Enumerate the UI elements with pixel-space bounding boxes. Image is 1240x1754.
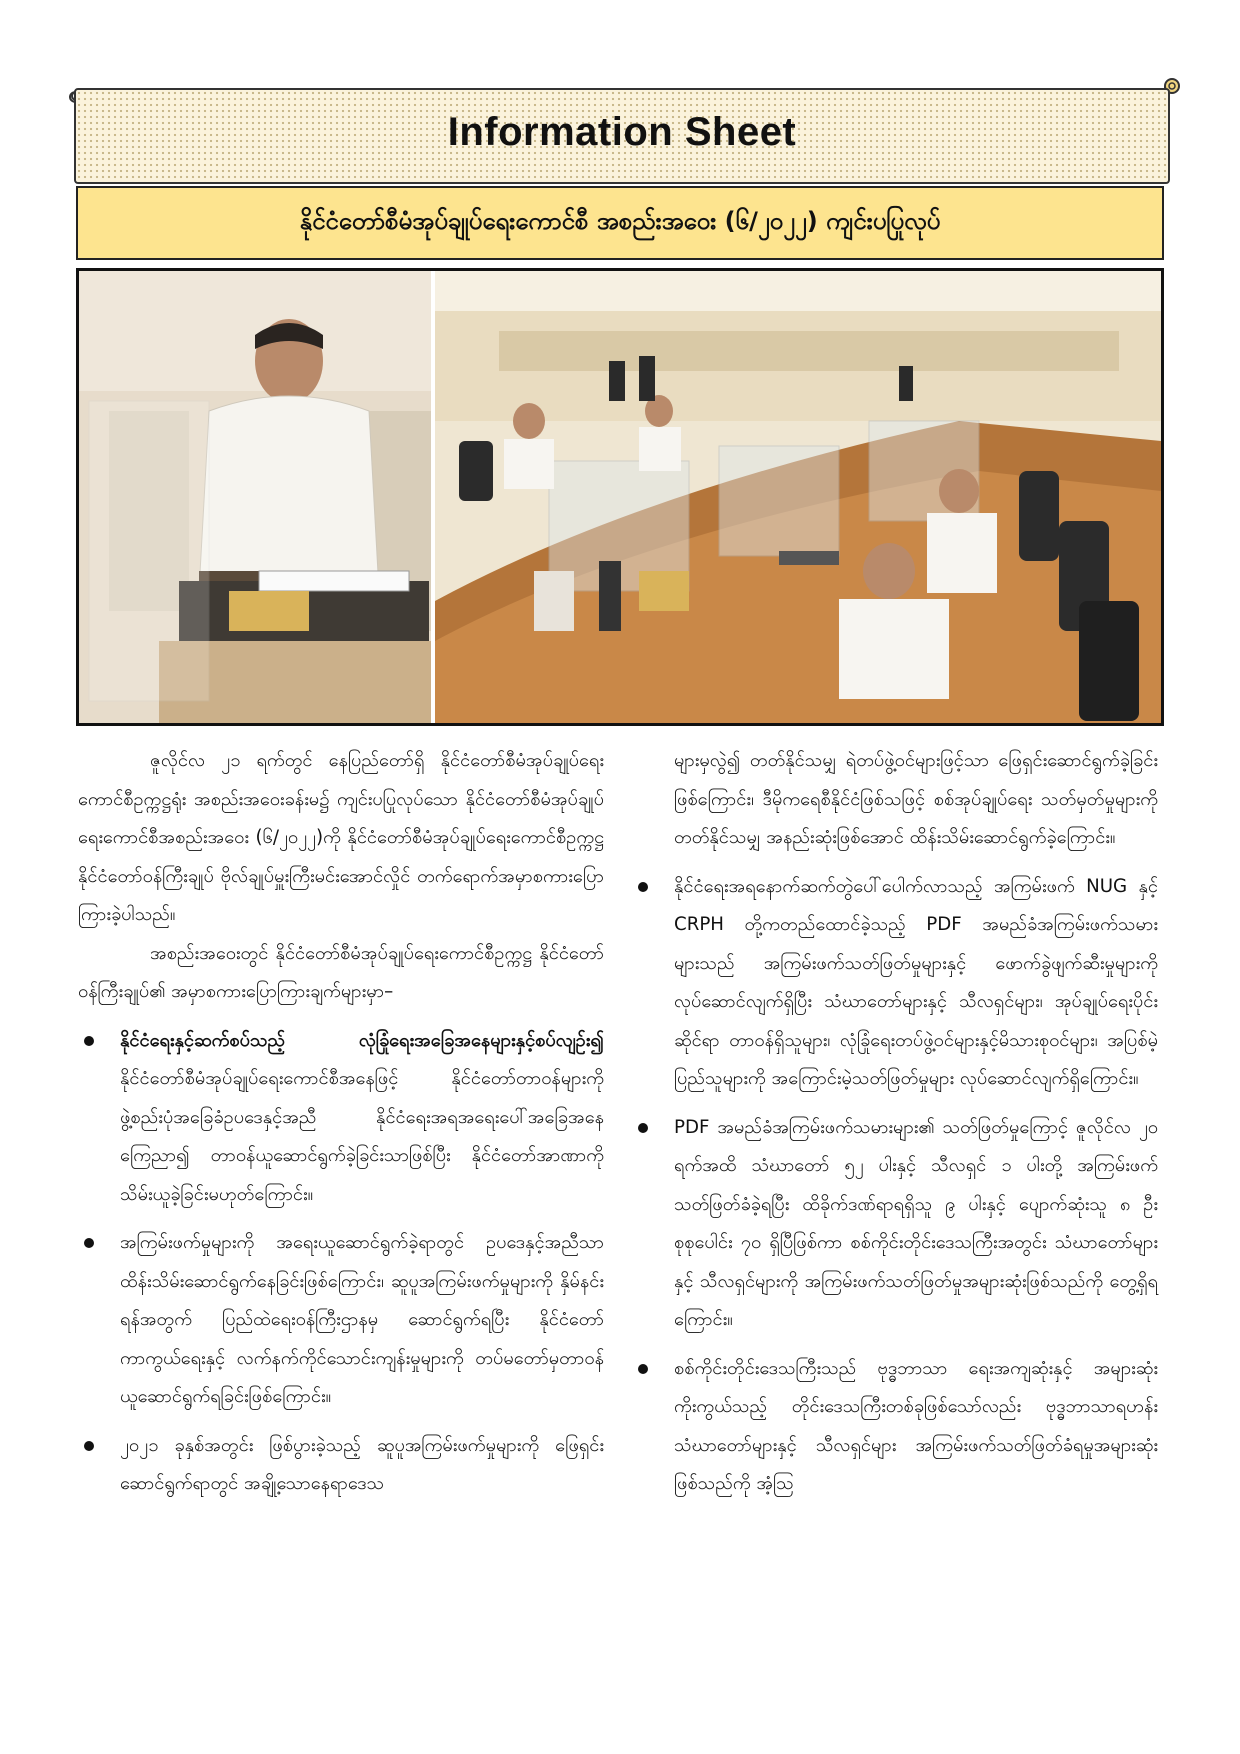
bullet-icon (638, 1364, 648, 1374)
bullet-icon (84, 1036, 94, 1046)
bullet-text: နိုင်ငံရေးအရနောက်ဆက်တွဲပေါ်ပေါက်လာသည့် အကြမ်းဖက် NUG နှင့် CRPH တို့ကတည်ထောင်ခဲ့သည့် PDF အမည်ခံအကြမ်းဖက်သမားများသည် အကြမ်းဖက်သတ်ဖြတ်မှုများနှင့် ဖောက်ခွဲဖျက်ဆီးမှုများကို လုပ်ဆောင်လျက်ရှိပြီး သံဃာတော်များနှင့် သီလရှင်များ၊ အုပ်ချုပ်ရေးပိုင်းဆိုင်ရာ တာဝန်ရှိသူများ၊ လုံခြုံရေးတပ်ဖွဲ့ဝင်များနှင့်မိသားစုဝင်များ၊ အပြစ်မဲ့ပြည်သူများကို အကြောင်းမဲ့သတ်ဖြတ်မှုများ လုပ်ဆောင်လျက်ရှိကြောင်း။ (674, 875, 1158, 1089)
page-subtitle: နိုင်ငံတော်စီမံအုပ်ချုပ်ရေးကောင်စီ အစည်းအဝေး (၆/၂၀၂၂) ကျင်းပပြုလုပ် (76, 186, 1164, 260)
bullet-icon (84, 1238, 94, 1248)
page-title: Information Sheet (447, 110, 797, 154)
bullet-icon (638, 1123, 648, 1133)
article-column-left (78, 742, 604, 1504)
intro-paragraph-1: ဇူလိုင်လ ၂၁ ရက်တွင် နေပြည်တော်ရှိ နိုင်ငံတော်စီမံအုပ်ချုပ်ရေးကောင်စီဥက္ကဋ္ဌရုံး အစည်းအဝေးခန်းမ၌ ကျင်းပပြုလုပ်သော နိုင်ငံတော်စီမံအုပ်ချုပ်ရေးကောင်စီအစည်းအဝေး (၆/၂၀၂၂)ကို နိုင်ငံတော်စီမံအုပ်ချုပ်ရေးကောင်စီဥက္ကဋ္ဌ နိုင်ငံတော်ဝန်ကြီးချုပ် ဗိုလ်ချုပ်မှူးကြီးမင်းအောင်လှိုင် တက်ရောက်အမှာစကားပြောကြားခဲ့ပါသည်။ (78, 750, 604, 925)
list-item (632, 1350, 1158, 1504)
bullet-text: အကြမ်းဖက်မှုများကို အရေးယူဆောင်ရွက်ခဲ့ရာတွင် ဥပဒေနှင့်အညီသာ ထိန်းသိမ်းဆောင်ရွက်နေခြင်းဖြစ်ကြောင်း၊ ဆူပူအကြမ်းဖက်မှုများကို နှိမ်နင်းရန်အတွက် ပြည်ထဲရေးဝန်ကြီးဌာနမှ ဆောင်ရွက်ရပြီး နိုင်ငံတော်ကာကွယ်ရေးနှင့် လက်နက်ကိုင်သောင်းကျန်းမှုများကို တပ်မတော်မှတာဝန်ယူဆောင်ရွက်ရခြင်းဖြစ်ကြောင်း။ (120, 1232, 604, 1407)
bullet-lead: နိုင်ငံရေးနှင့်ဆက်စပ်သည့် လုံခြုံရေးအခြေအနေများနှင့်စပ်လျဉ်း၍ (120, 1029, 604, 1051)
bullet-text: PDF အမည်ခံအကြမ်းဖက်သမားများ၏ သတ်ဖြတ်မှုကြောင့် ဇူလိုင်လ ၂၀ ရက်အထိ သံဃာတော် ၅၂ ပါးနှင့် သီလရှင် ၁ ပါးတို့ အကြမ်းဖက်သတ်ဖြတ်ခံခဲ့ရပြီး ထိခိုက်ဒဏ်ရာရရှိသူ ၉ ပါးနှင့် ပျောက်ဆုံးသူ ၈ ဦး စုစုပေါင်း ၇၀ ရှိပြီဖြစ်ကာ စစ်ကိုင်းတိုင်းဒေသကြီးအတွင်း သံဃာတော်များနှင့် သီလရှင်များကို အကြမ်းဖက်သတ်ဖြတ်မှုအများဆုံးဖြစ်သည်ကို တွေ့ရှိရကြောင်း။ (674, 1116, 1158, 1330)
meeting-photo (76, 268, 1164, 726)
left-bullet-list (78, 1022, 604, 1504)
right-bullet-list (632, 868, 1158, 1504)
list-item (632, 868, 1158, 1099)
bullet-icon (638, 882, 648, 892)
continuation-paragraph: များမှလွဲ၍ တတ်နိုင်သမျှ ရဲတပ်ဖွဲ့ဝင်များဖြင့်သာ ဖြေရှင်းဆောင်ရွက်ခဲ့ခြင်းဖြစ်ကြောင်း၊ ဒီမိုကရေစီနိုင်ငံဖြစ်သဖြင့် စစ်အုပ်ချုပ်ရေး သတ်မှတ်မှုများကို တတ်နိုင်သမျှ အနည်းဆုံးဖြစ်အောင် ထိန်းသိမ်းဆောင်ရွက်ခဲ့ကြောင်း။ (674, 750, 1158, 848)
list-item (78, 1022, 604, 1215)
list-item (78, 1427, 604, 1504)
bullet-text: နိုင်ငံတော်စီမံအုပ်ချုပ်ရေးကောင်စီအနေဖြင့် နိုင်ငံတော်တာဝန်များကို ဖွဲ့စည်းပုံအခြေခံဥပဒေနှင့်အညီ နိုင်ငံရေးအရအရေးပေါ်အခြေအနေကြေညာ၍ တာဝန်ယူဆောင်ရွက်ခဲ့ခြင်းသာဖြစ်ပြီး နိုင်ငံတော်အာဏာကို သိမ်းယူခဲ့ခြင်းမဟုတ်ကြောင်း။ (120, 1068, 604, 1205)
bullet-icon (84, 1441, 94, 1451)
title-banner (74, 88, 1170, 184)
list-item (632, 1109, 1158, 1340)
intro-paragraph-2: အစည်းအဝေးတွင် နိုင်ငံတော်စီမံအုပ်ချုပ်ရေးကောင်စီဥက္ကဋ္ဌ နိုင်ငံတော်ဝန်ကြီးချုပ်၏ အမှာစကားပြောကြားချက်များမှာ– (78, 942, 604, 1002)
meeting-photo-illustration (79, 271, 1161, 723)
bullet-text: စစ်ကိုင်းတိုင်းဒေသကြီးသည် ဗုဒ္ဓဘာသာ ရေးအကျဆုံးနှင့် အများဆုံးကိုးကွယ်သည့် တိုင်းဒေသကြီးတစ်ခုဖြစ်သော်လည်း ဗုဒ္ဓဘာသာရဟန်းသံဃာတော်များနှင့် သီလရှင်များ အကြမ်းဖက်သတ်ဖြတ်ခံရမှုအများဆုံးဖြစ်သည်ကို အံ့သြ (674, 1357, 1158, 1494)
list-item (78, 1224, 604, 1417)
bullet-text: ၂၀၂၁ ခုနှစ်အတွင်း ဖြစ်ပွားခဲ့သည့် ဆူပူအကြမ်းဖက်မှုများကို ဖြေရှင်းဆောင်ရွက်ရာတွင် အချို့သောနေရာဒေသ (120, 1434, 604, 1494)
article-column-right (632, 742, 1158, 1504)
